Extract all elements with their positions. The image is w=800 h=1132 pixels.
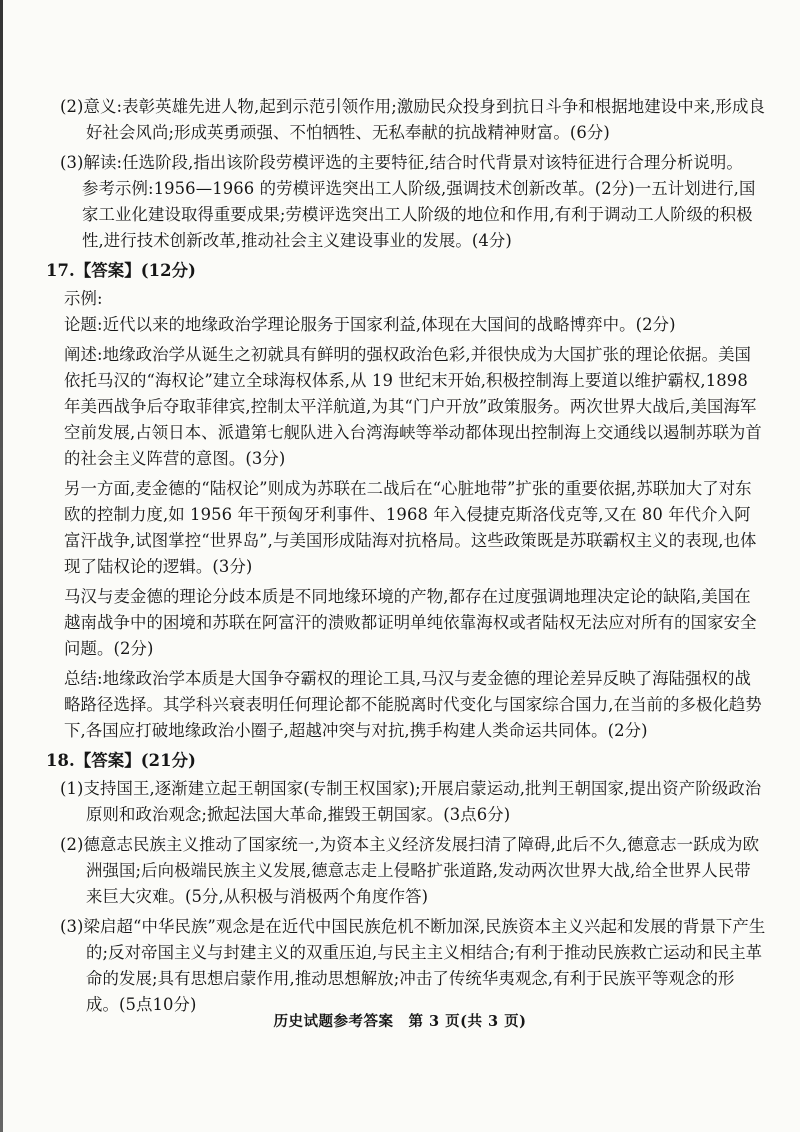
q18-heading: 18.【答案】(21分) bbox=[46, 751, 196, 770]
q17-example-label: 示例: bbox=[64, 289, 103, 308]
q17-argument-1: 阐述:地缘政治学从诞生之初就具有鲜明的强权政治色彩,并很快成为大国扩张的理论依据。美国依托马汉的“海权论”建立全球海权体系,从 19 世纪末开始,积极控制海上要道以维护霸权,1898 年美西战争后夺取菲律宾,控制太平洋航道,为其“门户开放”政策服务。两次世界大战后,美国海军空前发展,占领日本、派遣第七舰队进入台湾海峡等举动都体现出控制海上交通线以遏制苏联为首的社会主义阵营的意图。(3分) bbox=[64, 345, 762, 468]
answer-content bbox=[46, 94, 766, 1022]
q16-part3-example: 参考示例:1956—1966 的劳模评选突出工人阶级,强调技术创新改革。(2分)一五计划进行,国家工业化建设取得重要成果;劳模评选突出工人阶级的地位和作用,有利于调动工人阶级的积极性,进行技术创新改革,推动社会主义建设事业的发展。(4分) bbox=[82, 179, 756, 250]
page-footer: 历史试题参考答案 第 3 页(共 3 页) bbox=[273, 1013, 527, 1030]
q17-summary: 总结:地缘政治学本质是大国争夺霸权的理论工具,马汉与麦金德的理论差异反映了海陆强权的战略路径选择。其学科兴衰表明任何理论都不能脱离时代变化与国家综合国力,在当前的多极化趋势下,各国应打破地缘政治小圈子,超越冲突与对抗,携手构建人类命运共同体。(2分) bbox=[64, 669, 762, 740]
q16-part2: (2)意义:表彰英雄先进人物,起到示范引领作用;激励民众投身到抗日斗争和根据地建设中来,形成良好社会风尚;形成英勇顽强、不怕牺牲、无私奉献的抗战精神财富。(6分) bbox=[60, 97, 766, 142]
q18-part1: (1)支持国王,逐渐建立起王朝国家(专制王权国家);开展启蒙运动,批判王朝国家,提出资产阶级政治原则和政治观念;掀起法国大革命,摧毁王朝国家。(3点6分) bbox=[60, 779, 762, 824]
q16-part3: (3)解读:任选阶段,指出该阶段劳模评选的主要特征,结合时代背景对该特征进行合理分析说明。 bbox=[60, 153, 743, 172]
scan-edge bbox=[0, 0, 3, 1132]
q18-part3: (3)梁启超“中华民族”观念是在近代中国民族危机不断加深,民族资本主义兴起和发展的背景下产生的;反对帝国主义与封建主义的双重压迫,与民主主义相结合;有利于推动民族救亡运动和民主革命的发展;具有思想启蒙作用,推动思想解放;冲击了传统华夷观念,有利于民族平等观念的形成。(5点10分) bbox=[60, 917, 766, 1014]
q17-argument-2: 另一方面,麦金德的“陆权论”则成为苏联在二战后在“心脏地带”扩张的重要依据,苏联加大了对东欧的控制力度,如 1956 年干预匈牙利事件、1968 年入侵捷克斯洛伐克等,又在 80 年代介入阿富汗战争,试图掌控“世界岛”,与美国形成陆海对抗格局。这些政策既是苏联霸权主义的表现,也体现了陆权论的逻辑。(3分) bbox=[64, 479, 757, 576]
q17-argument-3: 马汉与麦金德的理论分歧本质是不同地缘环境的产物,都存在过度强调地理决定论的缺陷,美国在越南战争中的困境和苏联在阿富汗的溃败都证明单纯依靠海权或者陆权无法应对所有的国家安全问题。(2分) bbox=[64, 587, 757, 658]
q17-heading: 17.【答案】(12分) bbox=[46, 261, 196, 280]
q18-part2: (2)德意志民族主义推动了国家统一,为资本主义经济发展扫清了障碍,此后不久,德意志一跃成为欧洲强国;后向极端民族主义发展,德意志走上侵略扩张道路,发动两次世界大战,给全世界人民带来巨大灾难。(5分,从积极与消极两个角度作答) bbox=[60, 835, 760, 906]
q17-thesis: 论题:近代以来的地缘政治学理论服务于国家利益,体现在大国间的战略博弈中。(2分) bbox=[64, 315, 676, 334]
